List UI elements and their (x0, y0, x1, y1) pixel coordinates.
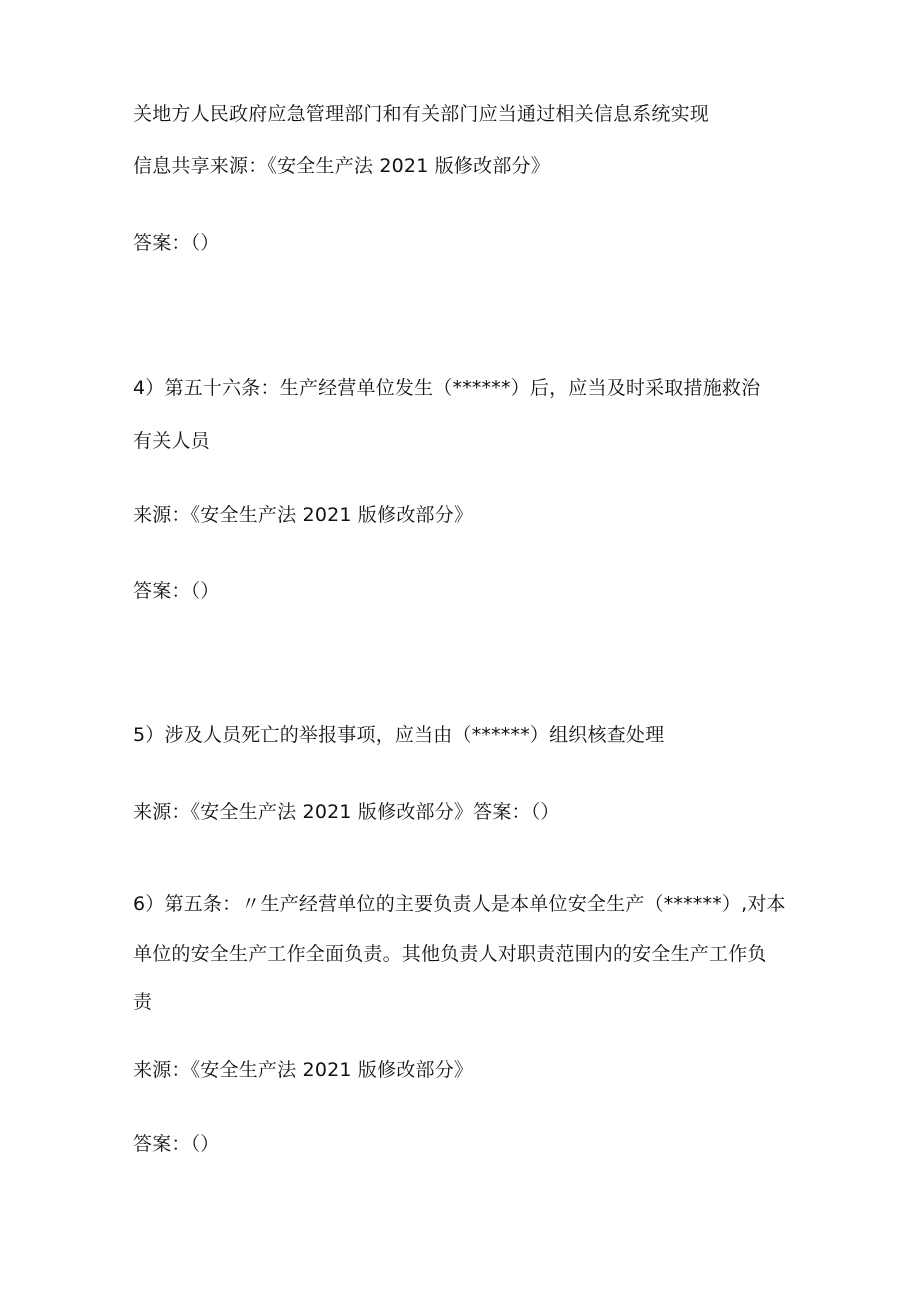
q4-text-line-1: 4）第五十六条：生产经营单位发生（******）后，应当及时采取措施救治 (133, 377, 761, 399)
q6-text-line-3: 责 (133, 991, 153, 1013)
q3-answer: 答案：（） (133, 232, 220, 254)
q3-text-line-1: 关地方人民政府应急管理部门和有关部门应当通过相关信息系统实现 (133, 103, 710, 125)
q4-source: 来源：《安全生产法 2021 版修改部分》 (133, 504, 474, 526)
q6-answer: 答案：（） (133, 1133, 220, 1155)
q4-answer: 答案：（） (133, 580, 220, 602)
q5-source-answer: 来源：《安全生产法 2021 版修改部分》答案：（） (133, 801, 560, 823)
q6-text-line-1: 6）第五条：〃生产经营单位的主要负责人是本单位安全生产（******）,对本 (133, 893, 786, 915)
q3-text-line-2: 信息共享来源：《安全生产法 2021 版修改部分》 (133, 155, 550, 177)
q6-source: 来源：《安全生产法 2021 版修改部分》 (133, 1059, 474, 1081)
q6-text-line-2: 单位的安全生产工作全面负责。其他负责人对职责范围内的安全生产工作负 (133, 943, 767, 965)
q5-text-line-1: 5）涉及人员死亡的举报事项，应当由（******）组织核查处理 (133, 724, 665, 746)
q4-text-line-2: 有关人员 (133, 430, 210, 452)
